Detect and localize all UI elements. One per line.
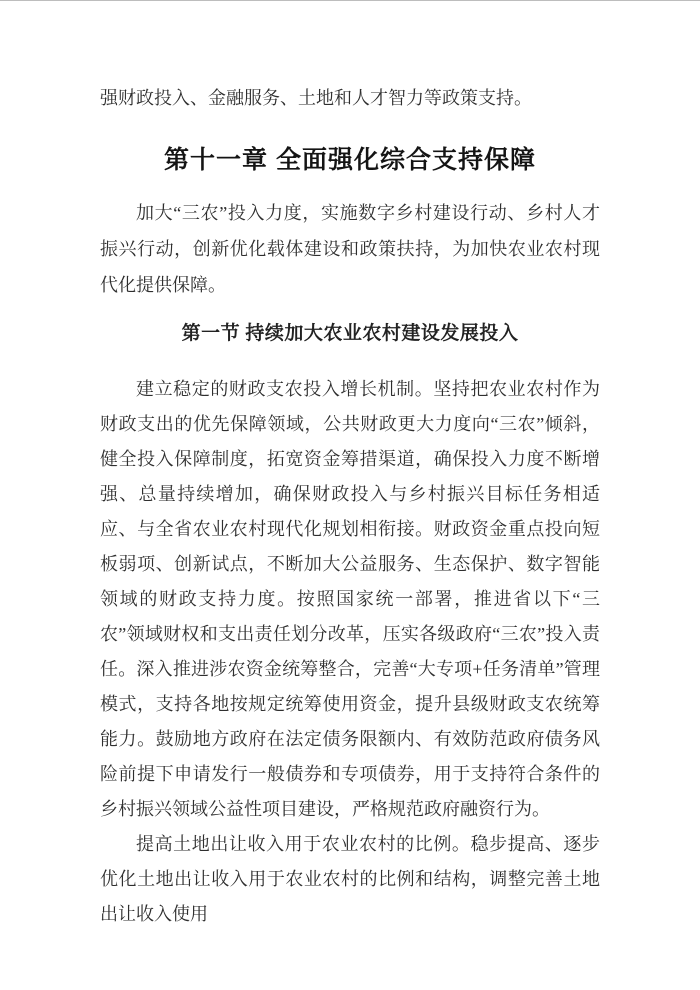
section-heading: 第一节 持续加大农业农村建设发展投入 [181, 323, 519, 344]
document-page [0, 1, 700, 932]
body-paragraph: 提高土地出让收入用于农业农村的比例。稳步提高、逐步优化土地出让收入用于农业农村的比例和结构，调整完善土地出让收入使用 [100, 834, 600, 924]
body-paragraph: 建立稳定的财政支农投入增长机制。坚持把农业农村作为财政支出的优先保障领域，公共财政更大力度向“三农”倾斜，健全投入保障制度，拓宽资金筹措渠道，确保投入力度不断增强、总量持续增加，确保财政投入与乡村振兴目标任务相适应、与全省农业农村现代化规划相衔接。财政资金重点投向短板弱项、创新试点，不断加大公益服务、生态保护、数字智能领域的财政支持力度。按照国家统一部署，推进省以下“三农”领域财权和支出责任划分改革，压实各级政府“三农”投入责任。深入推进涉农资金统筹整合，完善“大专项+任务清单”管理模式，支持各地按规定统筹使用资金，提升县级财政支农统筹能力。鼓励地方政府在法定债务限额内、有效防范政府债务风险前提下申请发行一般债券和专项债券，用于支持符合条件的乡村振兴领域公益性项目建设，严格规范政府融资行为。 [100, 379, 600, 819]
chapter-heading: 第十一章 全面强化综合支持保障 [164, 146, 536, 174]
paragraph-continuation: 强财政投入、金融服务、土地和人才智力等政策支持。 [100, 88, 532, 108]
chapter-intro-paragraph: 加大“三农”投入力度，实施数字乡村建设行动、乡村人才振兴行动，创新优化载体建设和政策扶持，为加快农业农村现代化提供保障。 [100, 203, 600, 295]
